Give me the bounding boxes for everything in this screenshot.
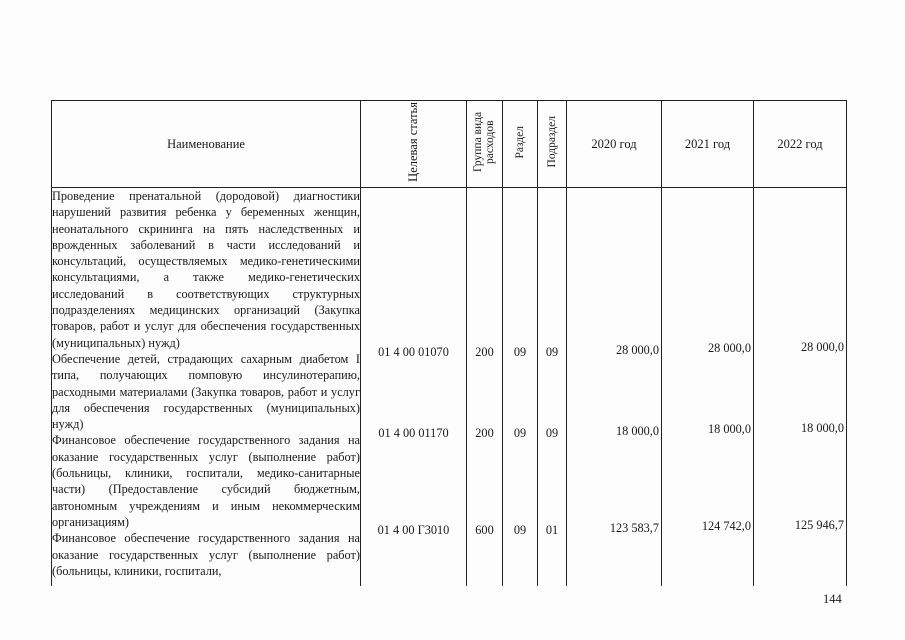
row-1-subsection: 09 [545, 345, 559, 359]
row-name-1: Проведение пренатальной (дородовой) диагностики нарушений развития ребенка у беременных женщин, неонатального скрининга на пять наследственных и врожденных заболеваний в части исследований и консультаций, осуществляемых медико-генетическими консультациями, а также медико-генетических исследований в соответствующих структурных подразделениях медицинских организаций (Закупка товаров, работ и услуг для обеспечения государственных (муниципальных) нужд) [52, 189, 360, 350]
row-name-4: Финансовое обеспечение государственного задания на оказание государственных услуг (выполнение работ) (больницы, клиники, госпитали, [52, 531, 360, 578]
row-3-target: 01 4 00 Г3010 [377, 523, 450, 537]
budget-table [51, 100, 847, 586]
subsection-column [538, 188, 567, 586]
header-subsection: Подраздел [538, 101, 567, 188]
header-2020: 2020 год [567, 101, 662, 188]
row-1-target: 01 4 00 01070 [378, 345, 449, 359]
row-2-2020: 18 000,0 [615, 424, 659, 438]
section-column [503, 188, 538, 586]
row-2-group: 200 [475, 426, 494, 440]
header-expense-group: Группа вида расходов [467, 101, 503, 188]
row-1-2021: 28 000,0 [707, 341, 751, 355]
row-1-section: 09 [513, 345, 527, 359]
row-1-2020: 28 000,0 [615, 343, 659, 357]
year-2020-column [567, 188, 662, 586]
header-2021: 2021 год [662, 101, 754, 188]
table-header-row [52, 101, 847, 188]
header-target: Целевая статья [361, 101, 467, 188]
row-name-3: Финансовое обеспечение государственного задания на оказание государственных услуг (выполнение работ) (больницы, клиники, госпитали, медико-санитарные части) (Предоставление субсидий бюджетным, автономным учреждениям и иным некоммерческим организациям) [52, 433, 360, 529]
row-3-group: 600 [475, 523, 494, 537]
table-body-row [52, 188, 847, 586]
row-1-2022: 28 000,0 [800, 340, 844, 354]
year-2022-column [754, 188, 847, 586]
row-3-subsection: 01 [545, 523, 559, 537]
group-column [467, 188, 503, 586]
row-2-2021: 18 000,0 [707, 422, 751, 436]
row-2-2022: 18 000,0 [800, 421, 844, 435]
row-3-2021: 124 742,0 [701, 519, 751, 533]
name-column [52, 188, 361, 586]
row-2-section: 09 [513, 426, 527, 440]
row-name-2: Обеспечение детей, страдающих сахарным диабетом I типа, получающих помповую инсулинотерапию, расходными материалами (Закупка товаров, работ и услуг для обеспечения государственных (муниципальных) нужд) [52, 351, 360, 432]
target-column [361, 188, 467, 586]
row-2-target: 01 4 00 01170 [378, 426, 449, 440]
header-name: Наименование [52, 101, 361, 188]
page-number: 144 [823, 592, 842, 606]
row-2-subsection: 09 [545, 426, 559, 440]
row-3-2020: 123 583,7 [609, 521, 659, 535]
header-section: Раздел [503, 101, 538, 188]
row-3-section: 09 [513, 523, 527, 537]
row-3-2022: 125 946,7 [794, 518, 844, 532]
year-2021-column [662, 188, 754, 586]
row-1-group: 200 [475, 345, 494, 359]
header-2022: 2022 год [754, 101, 847, 188]
